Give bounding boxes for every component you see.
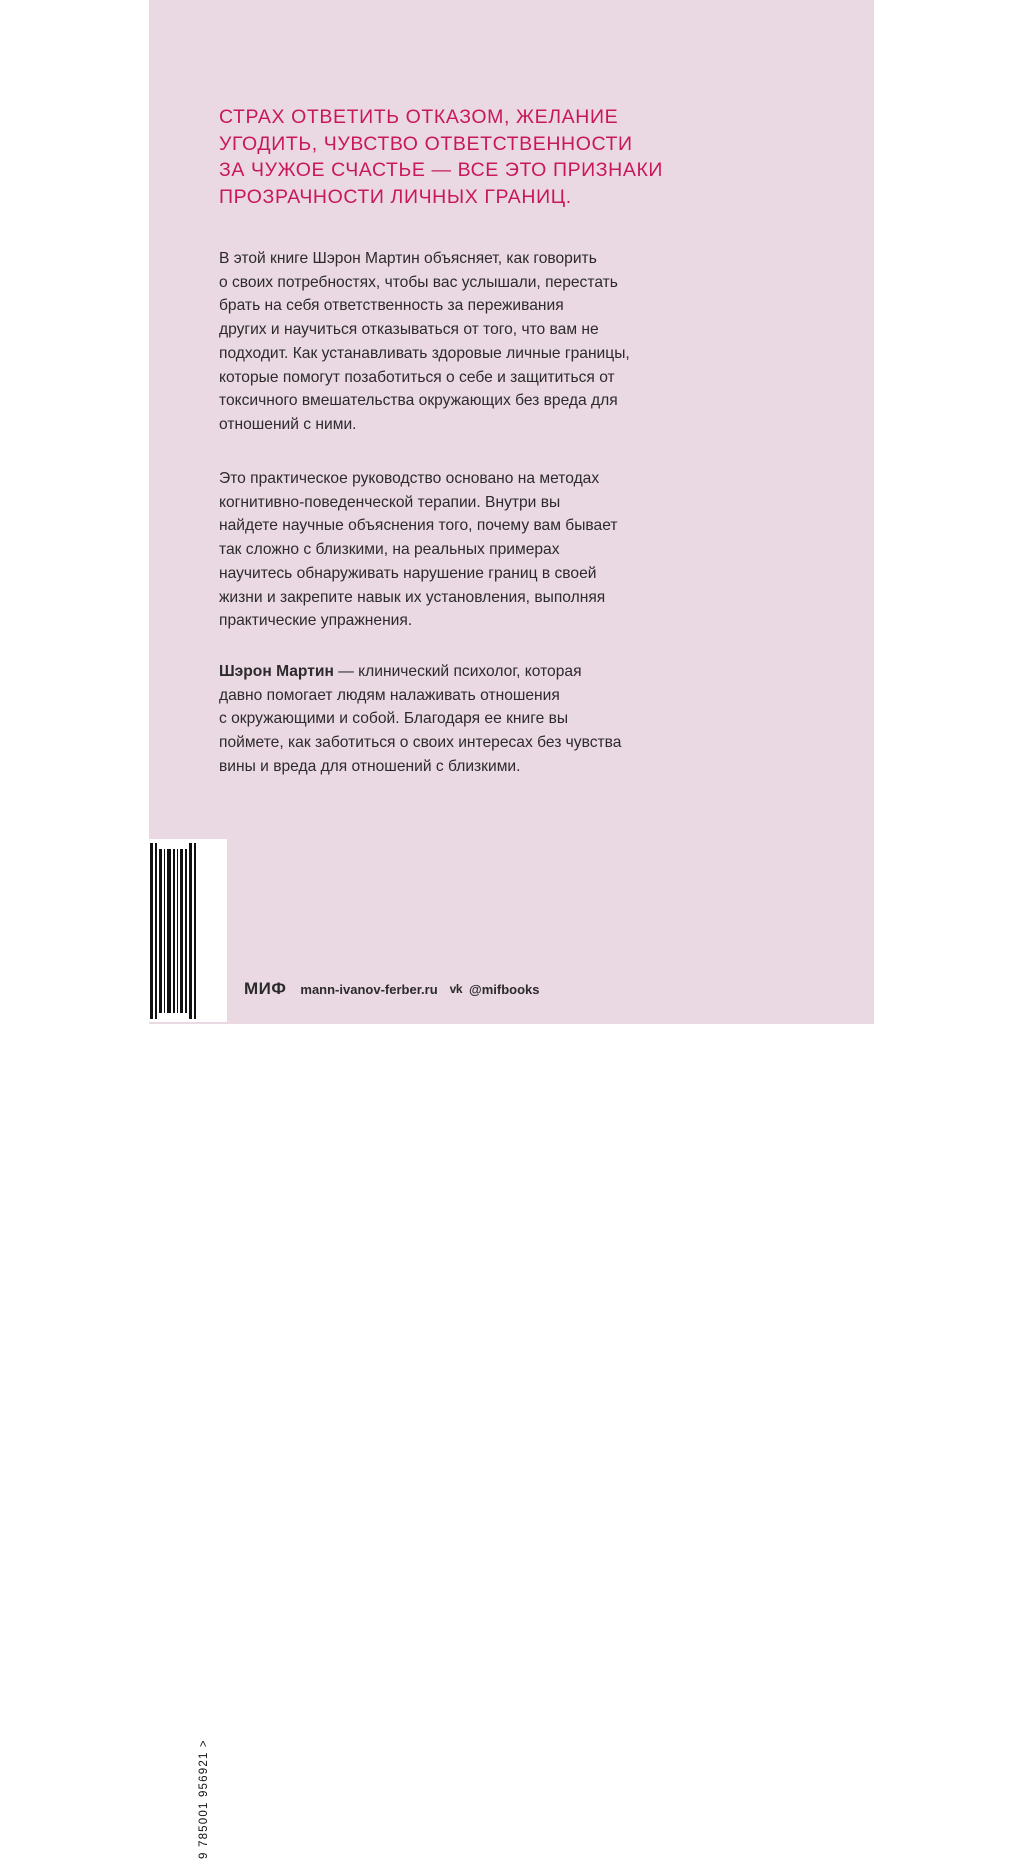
paragraph-line: которые помогут позаботиться о себе и защититься от bbox=[219, 368, 615, 386]
paragraph-line: подходит. Как устанавливать здоровые личные границы, bbox=[219, 344, 630, 362]
publisher-website[interactable]: mann-ivanov-ferber.ru bbox=[300, 981, 438, 997]
book-back-cover bbox=[149, 0, 874, 1859]
paragraph-line: брать на себя ответственность за переживания bbox=[219, 297, 564, 315]
headline-line: ПРОЗРАЧНОСТИ ЛИЧНЫХ ГРАНИЦ. bbox=[219, 185, 572, 208]
paragraph-line: Это практическое руководство основано на методах bbox=[219, 470, 600, 487]
social-handle[interactable]: @mifbooks bbox=[469, 981, 540, 997]
isbn-barcode bbox=[149, 839, 227, 1859]
paragraph-line: с окружающими и собой. Благодаря ее книге вы bbox=[219, 710, 569, 728]
barcode-bars bbox=[149, 839, 199, 1022]
headline-line: ЗА ЧУЖОЕ СЧАСТЬЕ — ВСЕ ЭТО ПРИЗНАКИ bbox=[219, 159, 664, 181]
paragraph-line: жизни и закрепите навык их установления, выполняя bbox=[219, 588, 606, 606]
paragraph-line: В этой книге Шэрон Мартин объясняет, как говорить bbox=[219, 250, 597, 267]
paragraph-line: практические упражнения. bbox=[219, 612, 413, 630]
isbn-number: 9 785001 956921 > bbox=[198, 1739, 210, 1859]
publisher-logo: МИФ bbox=[244, 979, 287, 998]
paragraph-line: вины и вреда для отношений с близкими. bbox=[219, 757, 521, 775]
paragraph-line: научитесь обнаруживать нарушение границ в своей bbox=[219, 564, 597, 582]
method-paragraph bbox=[219, 467, 839, 633]
headline-line: СТРАХ ОТВЕТИТЬ ОТКАЗОМ, ЖЕЛАНИЕ bbox=[219, 106, 619, 128]
paragraph-line: других и научиться отказываться от того, что вам не bbox=[219, 321, 599, 339]
author-name: Шэрон Мартин bbox=[219, 663, 334, 680]
paragraph-line: о своих потребностях, чтобы вас услышали, перестать bbox=[219, 273, 618, 291]
paragraph-line bbox=[219, 660, 839, 684]
description-paragraph bbox=[219, 247, 839, 437]
headline-line: УГОДИТЬ, ЧУВСТВО ОТВЕТСТВЕННОСТИ bbox=[219, 132, 633, 155]
paragraph-line: когнитивно-поведенческой терапии. Внутри вы bbox=[219, 493, 561, 511]
paragraph-line: найдете научные объяснения того, почему вам бывает bbox=[219, 517, 618, 535]
paragraph-line: поймете, как заботиться о своих интересах без чувства bbox=[219, 734, 622, 752]
paragraph-line: токсичного вмешательства окружающих без вреда для bbox=[219, 392, 618, 410]
paragraph-line: так сложно с близкими, на реальных примерах bbox=[219, 541, 560, 559]
paragraph-line: отношений с ними. bbox=[219, 415, 357, 433]
author-line-rest: — клинический психолог, которая bbox=[333, 663, 582, 680]
author-paragraph bbox=[219, 660, 839, 779]
publisher-footer bbox=[244, 979, 539, 999]
vk-icon[interactable]: vk bbox=[449, 982, 463, 996]
paragraph-line: давно помогает людям налаживать отношения bbox=[219, 686, 560, 704]
cover-headline bbox=[219, 104, 819, 210]
